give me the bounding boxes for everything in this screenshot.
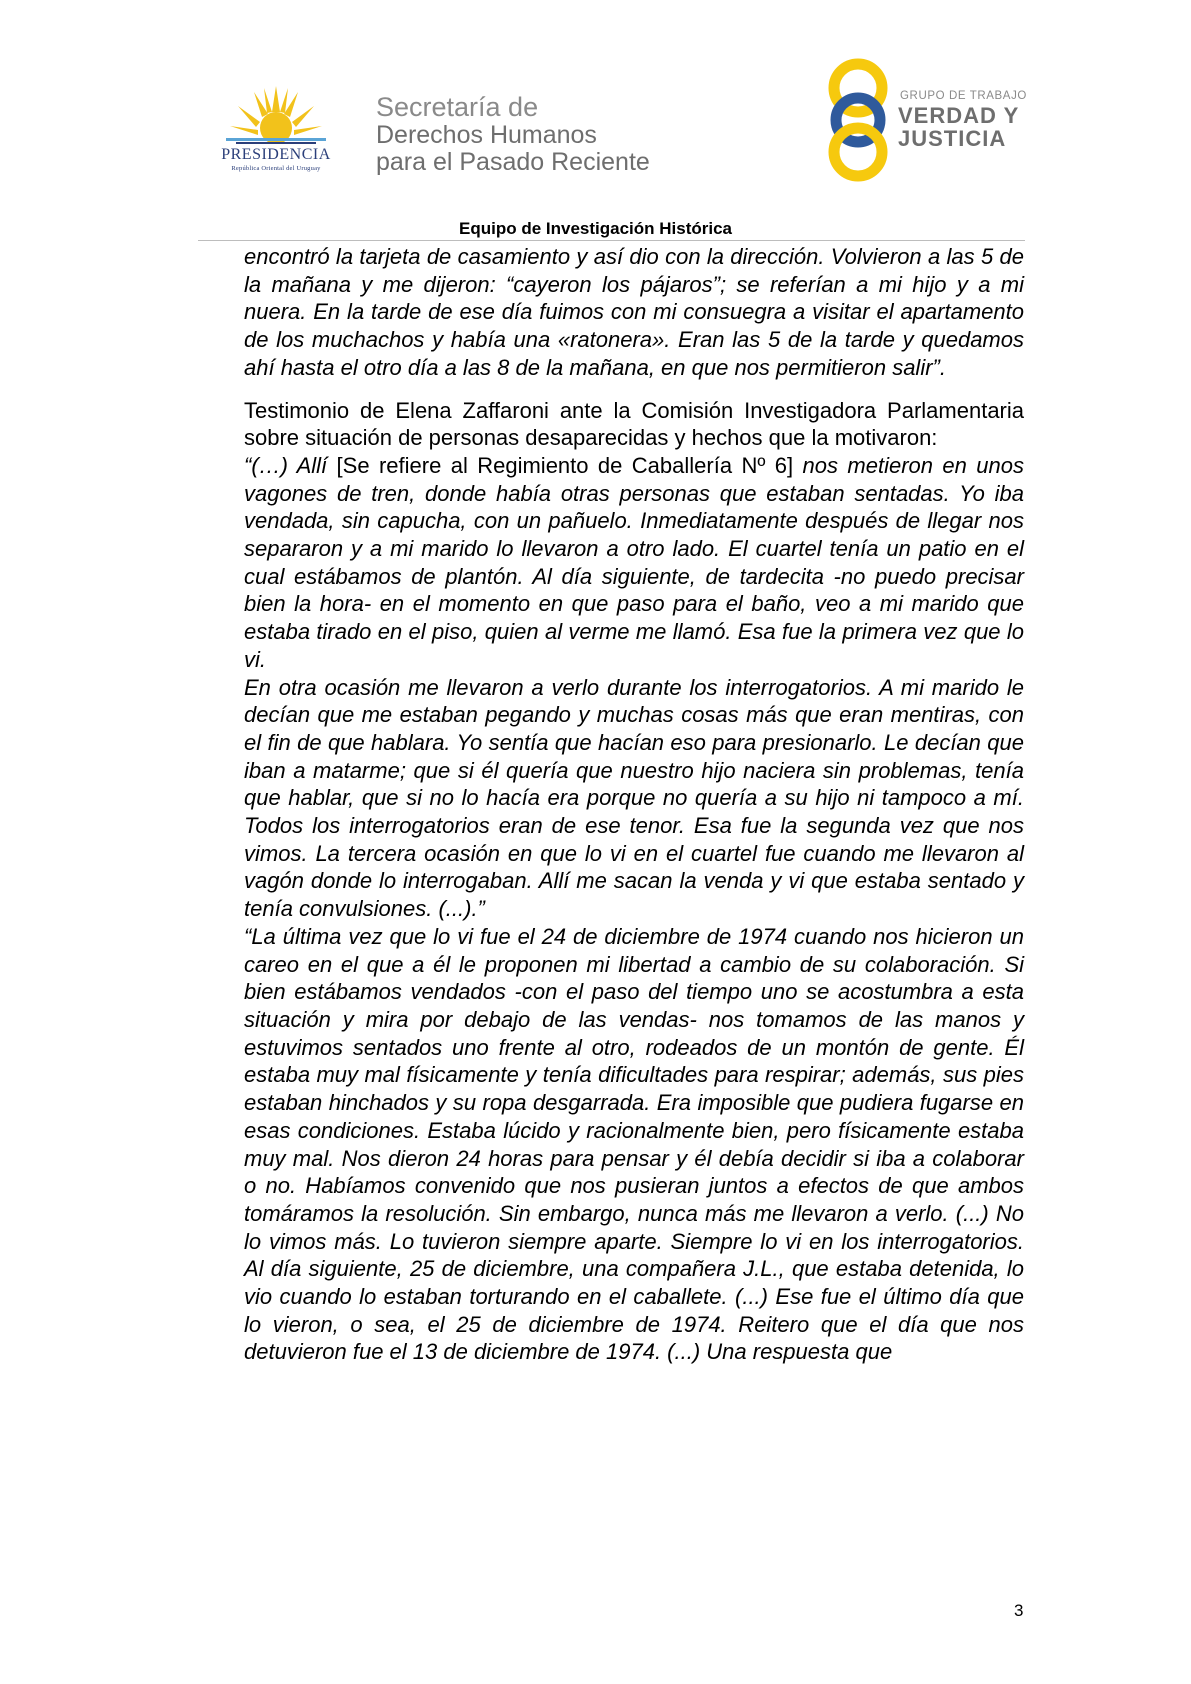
paragraph-3-bracket: [Se refiere al Regimiento de Caballería Nº 6] <box>336 452 794 478</box>
secretaria-line-1: Secretaría de <box>376 92 539 122</box>
secretaria-line-2: Derechos Humanos <box>376 121 597 149</box>
team-heading: Equipo de Investigación Histórica <box>459 219 732 238</box>
paragraph-4: En otra ocasión me llevaron a verlo durante los interrogatorios. A mi marido le decían que me estaban pegando y muchas cosas más que eran mentiras, con el fin de que hablara. Yo sentía que hacían eso para presionarlo. Le decían que iban a matarme; que si él quería que nuestro hijo naciera sin problemas, tenía que hablar, que si no lo hacía era porque no quería a su hijo ni tampoco a mí. Todos los interrogatorios eran de ese tenor. Esa fue la segunda vez que nos vimos. La tercera ocasión en que lo vi en el cuartel fue cuando me llevaron al vagón donde lo interrogaban. Allí me sacan la venda y vi que estaba sentado y tenía convulsiones. (...).” <box>244 674 1024 922</box>
secretaria-line-3: para el Pasado Reciente <box>376 148 650 176</box>
paragraph-5: “La última vez que lo vi fue el 24 de diciembre de 1974 cuando nos hicieron un careo en el que a él le proponen mi libertad a cambio de su colaboración. Si bien estábamos vendados -con el paso del tiempo uno se acostumbra a esta situación y mira por debajo de las vendas- nos tomamos de las manos y estuvimos sentados uno frente al otro, rodeados de un montón de gente. Él estaba muy mal físicamente y tenía dificultades para respirar; además, sus pies estaban hinchados y su ropa desgarrada. Era imposible que pudiera fugarse en esas condiciones. Estaba lúcido y racionalmente bien, pero físicamente estaba muy mal. Nos dieron 24 horas para pensar y él debía decidir si iba a colaborar o no. Habíamos convenido que nos pusieran juntos a efectos de que ambos tomáramos la resolución. Sin embargo, nunca más me llevaron a verlo. (...) No lo vimos más. Lo tuvieron siempre aparte. Siempre lo vi en los interrogatorios. Al día siguiente, 25 de diciembre, una compañera J.L., que estaba detenida, lo vio cuando lo estaban torturando en el caballete. (...) Ese fue el último día que lo vieron, o sea, el 25 de diciembre de 1974. Reitero que el día que nos detuvieron fue el 13 de diciembre de 1974. (...) Una respuesta que <box>244 923 1024 1365</box>
header-divider <box>198 240 1025 241</box>
presidencia-title: PRESIDENCIA <box>221 146 331 163</box>
paragraph-3 <box>244 452 1024 674</box>
paragraph-3-open: “(…) Allí <box>244 452 337 478</box>
verdad-justicia-rings-logo <box>822 58 894 182</box>
paragraph-3-rest: nos metieron en unos vagones de tren, donde había otras personas que estaban sentadas. Yo iba vendada, sin capucha, con un pañuelo. Inmediatamente después de llegar nos separaron y a mi marido lo llevaron a otro lado. El cuartel tenía un patio en el cual estábamos de plantón. Al día siguiente, de tardecita -no puedo precisar bien la hora- en el momento en que paso para el baño, veo a mi marido que estaba tirado en el piso, quien al verme me llamó. Esa fue la primera vez que lo vi. <box>244 452 1024 672</box>
grupo-big-label-1: VERDAD Y <box>898 103 1020 128</box>
paragraph-1: encontró la tarjeta de casamiento y así dio con la dirección. Volvieron a las 5 de la mañana y me dijeron: “cayeron los pájaros”; se referían a mi hijo y a mi nuera. En la tarde de ese día fuimos con mi consuegra a visitar el apartamento de los muchachos y había una «ratonera». Eran las 5 de la tarde y quedamos ahí hasta el otro día a las 8 de la mañana, en que nos permitieron salir”. <box>244 244 1024 380</box>
document-body <box>244 243 1024 1366</box>
grupo-big-label-2: JUSTICIA <box>898 126 1007 151</box>
paragraph-2: Testimonio de Elena Zaffaroni ante la Comisión Investigadora Parlamentaria sobre situación de personas desaparecidas y hechos que la motivaron: <box>244 397 1024 451</box>
grupo-small-label: GRUPO DE TRABAJO <box>900 90 1027 102</box>
secretaria-logo-text <box>376 92 650 176</box>
page-header <box>0 0 1191 240</box>
page-number: 3 <box>1014 1601 1024 1620</box>
presidencia-subtitle: República Oriental del Uruguay <box>231 165 321 172</box>
